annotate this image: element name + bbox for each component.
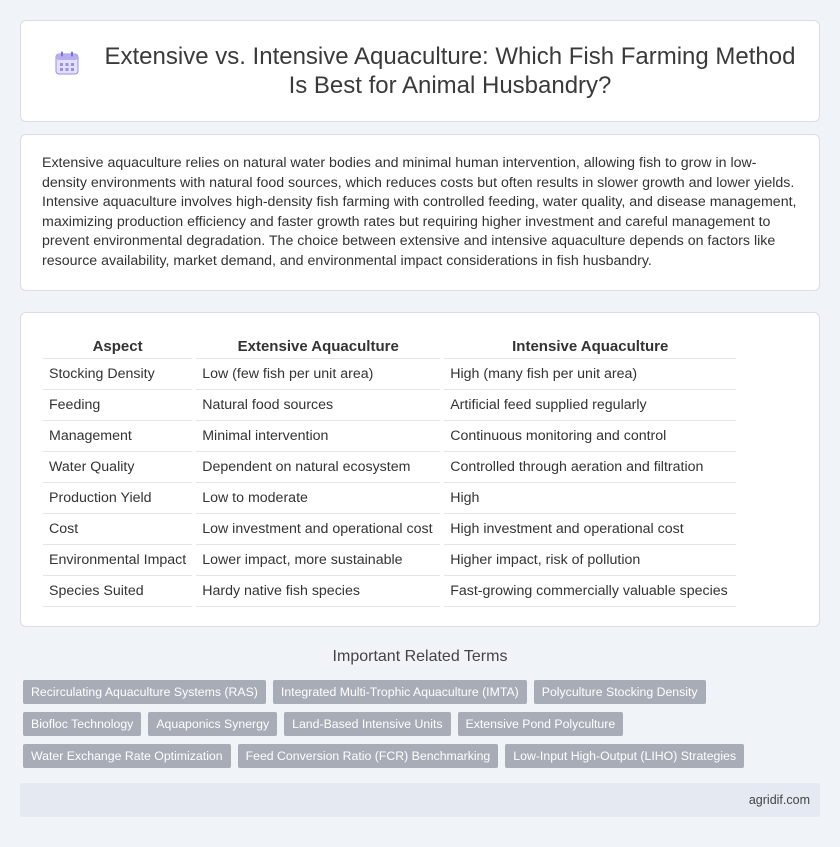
row-aspect: Stocking Density: [43, 359, 192, 390]
title-wrap: [40, 42, 800, 100]
comparison-table: [39, 333, 740, 607]
table-row: [43, 452, 736, 483]
table-row: [43, 421, 736, 452]
row-intensive: Controlled through aeration and filtration: [444, 452, 736, 483]
table-row: [43, 576, 736, 607]
row-extensive: Dependent on natural ecosystem: [196, 452, 440, 483]
related-terms-title: Important Related Terms: [332, 648, 508, 665]
tag-imta[interactable]: Integrated Multi-Trophic Aquaculture (IMTA): [273, 680, 527, 704]
row-aspect: Feeding: [43, 390, 192, 421]
row-aspect: Species Suited: [43, 576, 192, 607]
table-row: [43, 483, 736, 514]
row-aspect: Production Yield: [43, 483, 192, 514]
table-row: [43, 390, 736, 421]
header-aspect: Aspect: [43, 333, 192, 359]
row-intensive: Higher impact, risk of pollution: [444, 545, 736, 576]
tag-liho-strategies[interactable]: Low-Input High-Output (LIHO) Strategies: [505, 744, 744, 768]
header-intensive: Intensive Aquaculture: [444, 333, 736, 359]
row-aspect: Management: [43, 421, 192, 452]
intro-paragraph: Extensive aquaculture relies on natural water bodies and minimal human intervention, allowing fish to grow in low-density environments with natural food sources, which reduces costs but often results in slower growth and lower yields. Intensive aquaculture involves high-density fish farming with controlled feeding, water quality, and disease management, maximizing production efficiency and faster growth rates but requiring higher investment and careful management to prevent environmental degradation. The choice between extensive and intensive aquaculture depends on factors like resource availability, market demand, and environmental impact considerations in fish husbandry.: [42, 155, 797, 269]
footer: [20, 783, 820, 817]
comparison-card: [20, 312, 820, 627]
row-intensive: High: [444, 483, 736, 514]
tag-extensive-pond-polyculture[interactable]: Extensive Pond Polyculture: [458, 712, 624, 736]
tag-ras[interactable]: Recirculating Aquaculture Systems (RAS): [23, 680, 266, 704]
table-row: [43, 545, 736, 576]
row-extensive: Lower impact, more sustainable: [196, 545, 440, 576]
row-extensive: Low investment and operational cost: [196, 514, 440, 545]
tag-fcr-benchmarking[interactable]: Feed Conversion Ratio (FCR) Benchmarking: [238, 744, 499, 768]
tag-water-exchange-rate[interactable]: Water Exchange Rate Optimization: [23, 744, 231, 768]
row-intensive: High (many fish per unit area): [444, 359, 736, 390]
row-extensive: Natural food sources: [196, 390, 440, 421]
intro-card: [20, 134, 820, 291]
row-intensive: Fast-growing commercially valuable species: [444, 576, 736, 607]
row-intensive: Artificial feed supplied regularly: [444, 390, 736, 421]
tag-aquaponics-synergy[interactable]: Aquaponics Synergy: [148, 712, 277, 736]
row-extensive: Low to moderate: [196, 483, 440, 514]
tag-biofloc-technology[interactable]: Biofloc Technology: [23, 712, 141, 736]
table-row: [43, 514, 736, 545]
row-extensive: Low (few fish per unit area): [196, 359, 440, 390]
row-intensive: Continuous monitoring and control: [444, 421, 736, 452]
table-row: [43, 359, 736, 390]
tag-polyculture-stocking-density[interactable]: Polyculture Stocking Density: [534, 680, 706, 704]
row-extensive: Minimal intervention: [196, 421, 440, 452]
footer-site-link[interactable]: agridif.com: [748, 793, 810, 807]
header-extensive: Extensive Aquaculture: [196, 333, 440, 359]
row-aspect: Cost: [43, 514, 192, 545]
related-terms-list: [23, 680, 823, 768]
tag-land-based-intensive-units[interactable]: Land-Based Intensive Units: [284, 712, 450, 736]
row-intensive: High investment and operational cost: [444, 514, 736, 545]
page-title: Extensive vs. Intensive Aquaculture: Which Fish Farming Method Is Best for Animal Husbandry?: [104, 43, 796, 99]
row-aspect: Environmental Impact: [43, 545, 192, 576]
row-aspect: Water Quality: [43, 452, 192, 483]
table-header-row: [43, 333, 736, 359]
row-extensive: Hardy native fish species: [196, 576, 440, 607]
title-card: [20, 20, 820, 122]
calendar-icon: [54, 50, 80, 76]
